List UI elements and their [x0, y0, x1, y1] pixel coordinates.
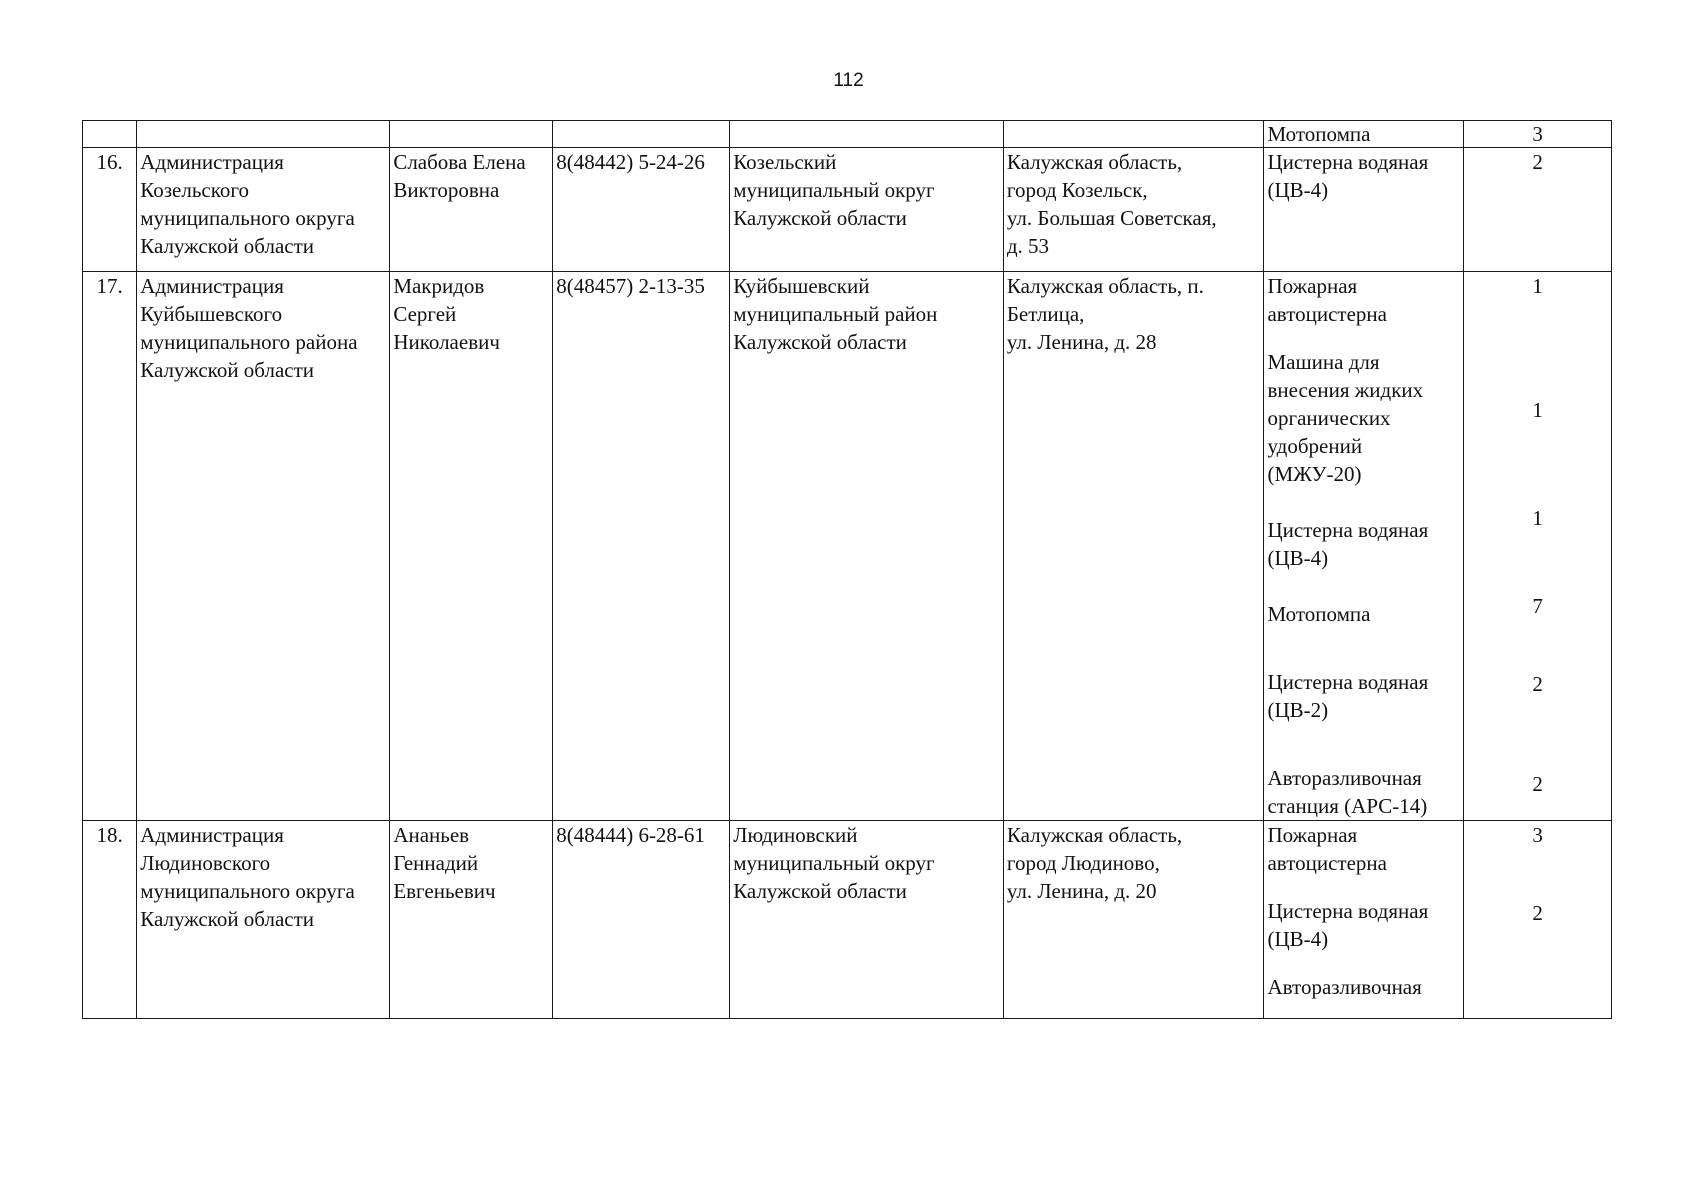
cell-territory: Куйбышевский муниципальный район Калужской области	[730, 272, 1004, 821]
cell-equipment: Мотопомпа	[1264, 121, 1464, 148]
equipment-item: Цистерна водяная (ЦВ-4)	[1267, 899, 1429, 951]
cell-equipment	[1264, 148, 1464, 272]
equipment-qty: 7	[1532, 594, 1543, 618]
cell-organization	[137, 121, 390, 148]
cell-num	[83, 121, 137, 148]
equipment-item: Авторазливочная	[1267, 975, 1422, 999]
cell-quantity	[1464, 148, 1612, 272]
table-row	[83, 821, 1612, 1019]
cell-organization: Администрация Куйбышевского муниципального района Калужской области	[137, 272, 390, 821]
cell-quantity: 3	[1464, 121, 1612, 148]
page-number: 112	[833, 70, 864, 91]
cell-address: Калужская область, город Людиново, ул. Ленина, д. 20	[1003, 821, 1264, 1019]
equipment-item: Цистерна водяная (ЦВ-2)	[1267, 670, 1429, 722]
table-row	[83, 272, 1612, 821]
cell-phone: 8(48442) 5-24-26	[553, 148, 730, 272]
equipment-qty: 1	[1532, 506, 1543, 530]
cell-num: 17.	[83, 272, 137, 821]
cell-head: Слабова Елена Викторовна	[390, 148, 553, 272]
cell-num: 18.	[83, 821, 137, 1019]
cell-equipment	[1264, 821, 1464, 1019]
cell-head	[390, 121, 553, 148]
cell-phone	[553, 121, 730, 148]
cell-quantity	[1464, 272, 1612, 821]
equipment-item: Цистерна водяная (ЦВ-4)	[1267, 150, 1429, 202]
cell-quantity	[1464, 821, 1612, 1019]
equipment-qty: 2	[1532, 672, 1543, 696]
cell-equipment	[1264, 272, 1464, 821]
equipment-item: Мотопомпа	[1267, 602, 1371, 626]
equipment-table	[82, 120, 1612, 1019]
equipment-item: Пожарная автоцистерна	[1267, 823, 1387, 875]
equipment-item: Цистерна водяная (ЦВ-4)	[1267, 518, 1429, 570]
cell-phone: 8(48444) 6-28-61	[553, 821, 730, 1019]
equipment-qty: 2	[1532, 901, 1543, 925]
table-row	[83, 148, 1612, 272]
cell-territory: Козельский муниципальный округ Калужской области	[730, 148, 1004, 272]
cell-territory	[730, 121, 1004, 148]
cell-head: Макридов Сергей Николаевич	[390, 272, 553, 821]
cell-organization: Администрация Людиновского муниципального округа Калужской области	[137, 821, 390, 1019]
equipment-qty: 3	[1532, 823, 1543, 847]
cell-phone: 8(48457) 2-13-35	[553, 272, 730, 821]
cell-territory: Людиновский муниципальный округ Калужской области	[730, 821, 1004, 1019]
cell-address: Калужская область, п. Бетлица, ул. Ленина, д. 28	[1003, 272, 1264, 821]
equipment-qty: 1	[1532, 398, 1543, 422]
cell-num: 16.	[83, 148, 137, 272]
cell-organization: Администрация Козельского муниципального округа Калужской области	[137, 148, 390, 272]
equipment-qty: 1	[1532, 274, 1543, 298]
table-row-carry	[83, 121, 1612, 148]
cell-address: Калужская область, город Козельск, ул. Большая Советская, д. 53	[1003, 148, 1264, 272]
equipment-item: Машина для внесения жидких органических удобрений (МЖУ-20)	[1267, 350, 1424, 486]
cell-head: Ананьев Геннадий Евгеньевич	[390, 821, 553, 1019]
equipment-qty: 2	[1532, 772, 1543, 796]
cell-address	[1003, 121, 1264, 148]
equipment-item: Авторазливочная станция (АРС-14)	[1267, 766, 1428, 818]
equipment-qty: 2	[1532, 150, 1543, 174]
equipment-item: Пожарная автоцистерна	[1267, 274, 1387, 326]
